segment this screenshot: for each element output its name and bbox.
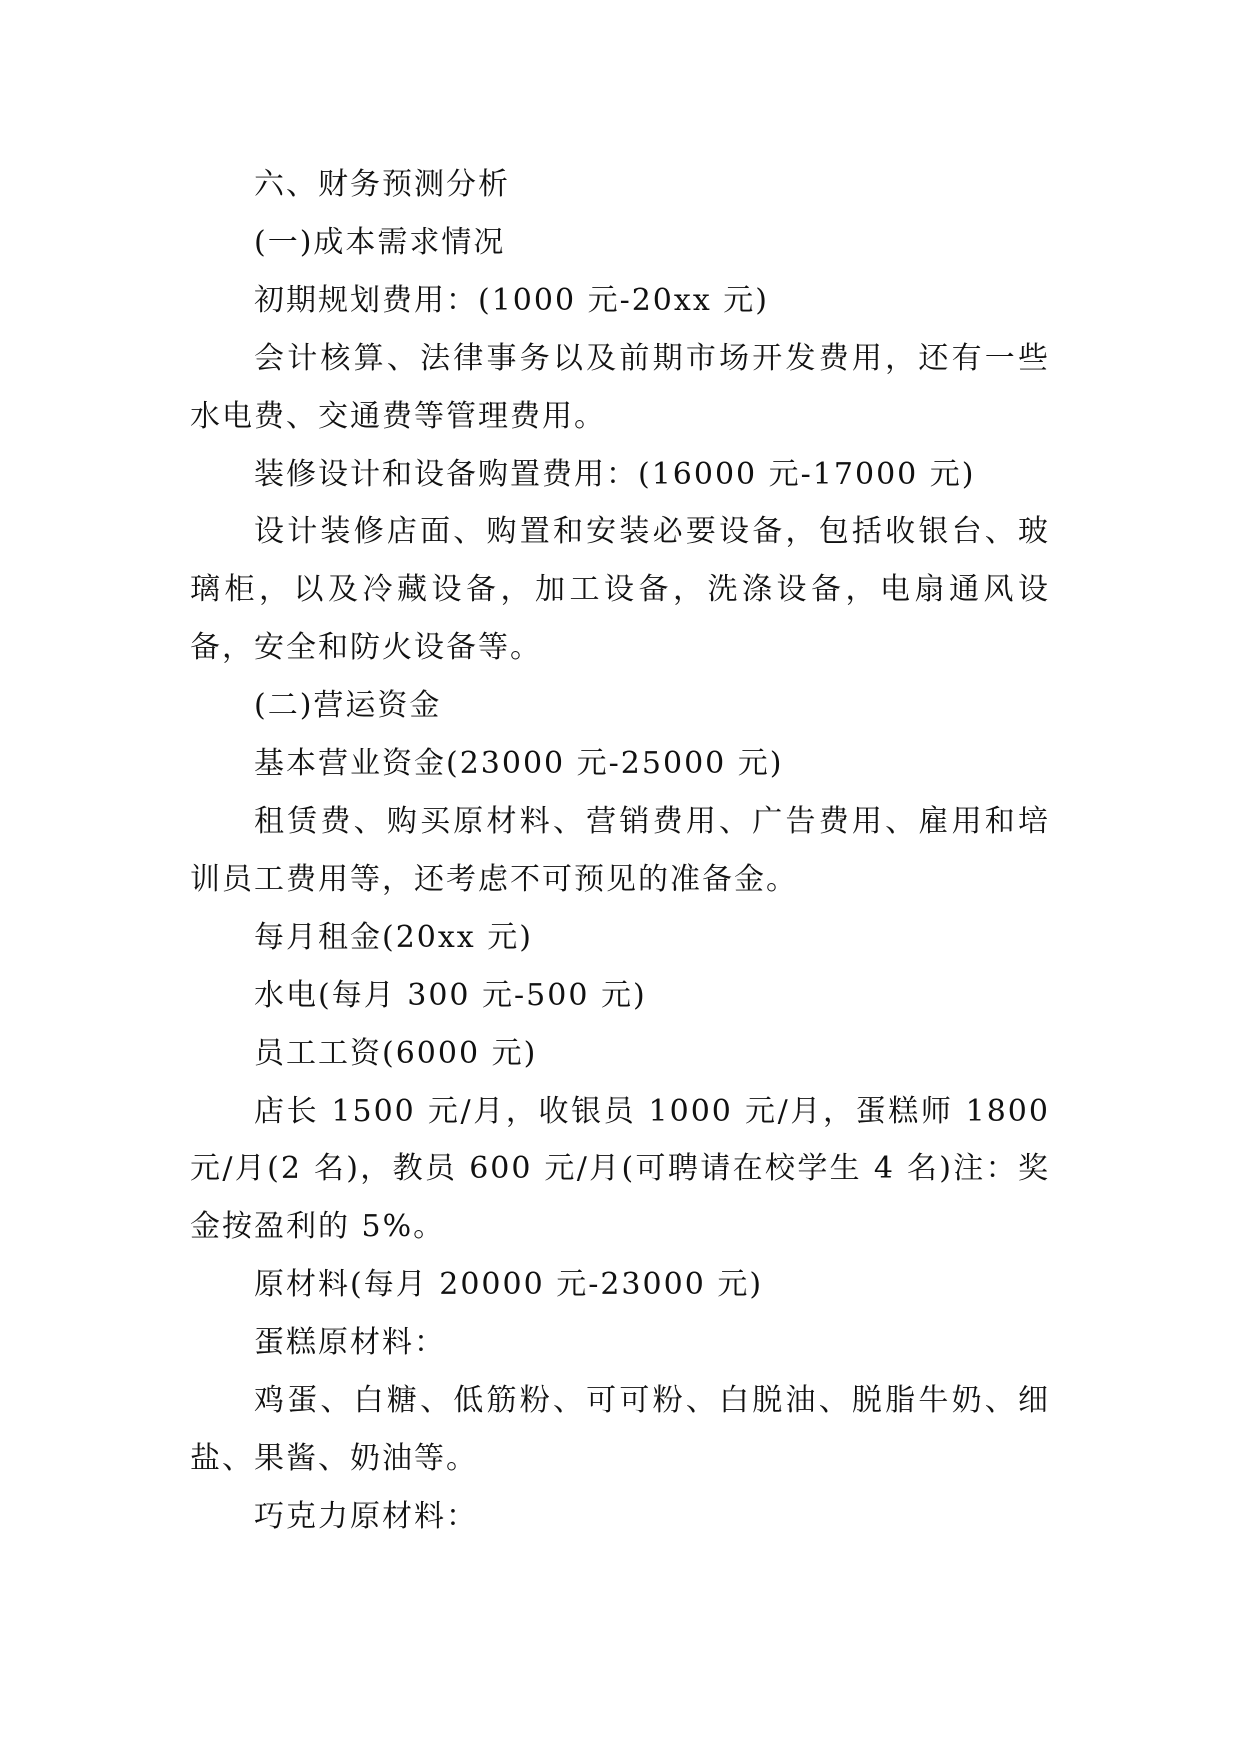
paragraph: 店长 1500 元/月，收银员 1000 元/月，蛋糕师 1800 元/月(2 名)，教员 600 元/月(可聘请在校学生 4 名)注：奖金按盈利的 5%。 bbox=[190, 1093, 1050, 1245]
paragraph: 会计核算、法律事务以及前期市场开发费用，还有一些水电费、交通费等管理费用。 bbox=[190, 340, 1050, 434]
paragraph: 蛋糕原材料： bbox=[254, 1325, 446, 1361]
paragraph: 水电(每月 300 元-500 元) bbox=[254, 977, 647, 1013]
paragraph: 巧克力原材料： bbox=[254, 1498, 478, 1534]
paragraph: 装修设计和设备购置费用：(16000 元-17000 元) bbox=[254, 456, 976, 492]
paragraph: 员工工资(6000 元) bbox=[254, 1035, 538, 1071]
paragraph: 每月租金(20xx 元) bbox=[254, 919, 533, 955]
document-body bbox=[190, 156, 1050, 1546]
paragraph: 基本营业资金(23000 元-25000 元) bbox=[254, 746, 784, 782]
paragraph: 原材料(每月 20000 元-23000 元) bbox=[254, 1267, 764, 1303]
paragraph: 设计装修店面、购置和安装必要设备，包括收银台、玻璃柜，以及冷藏设备，加工设备，洗涤设备，电扇通风设备，安全和防火设备等。 bbox=[190, 514, 1050, 666]
paragraph: 租赁费、购买原材料、营销费用、广告费用、雇用和培训员工费用等，还考虑不可预见的准备金。 bbox=[190, 803, 1050, 897]
paragraph: 鸡蛋、白糖、低筋粉、可可粉、白脱油、脱脂牛奶、细盐、果酱、奶油等。 bbox=[190, 1383, 1050, 1476]
section-heading: 六、财务预测分析 bbox=[254, 167, 510, 202]
paragraph: 初期规划费用：(1000 元-20xx 元) bbox=[254, 282, 769, 318]
subsection-heading: (一)成本需求情况 bbox=[254, 224, 506, 260]
subsection-heading: (二)营运资金 bbox=[254, 688, 442, 724]
